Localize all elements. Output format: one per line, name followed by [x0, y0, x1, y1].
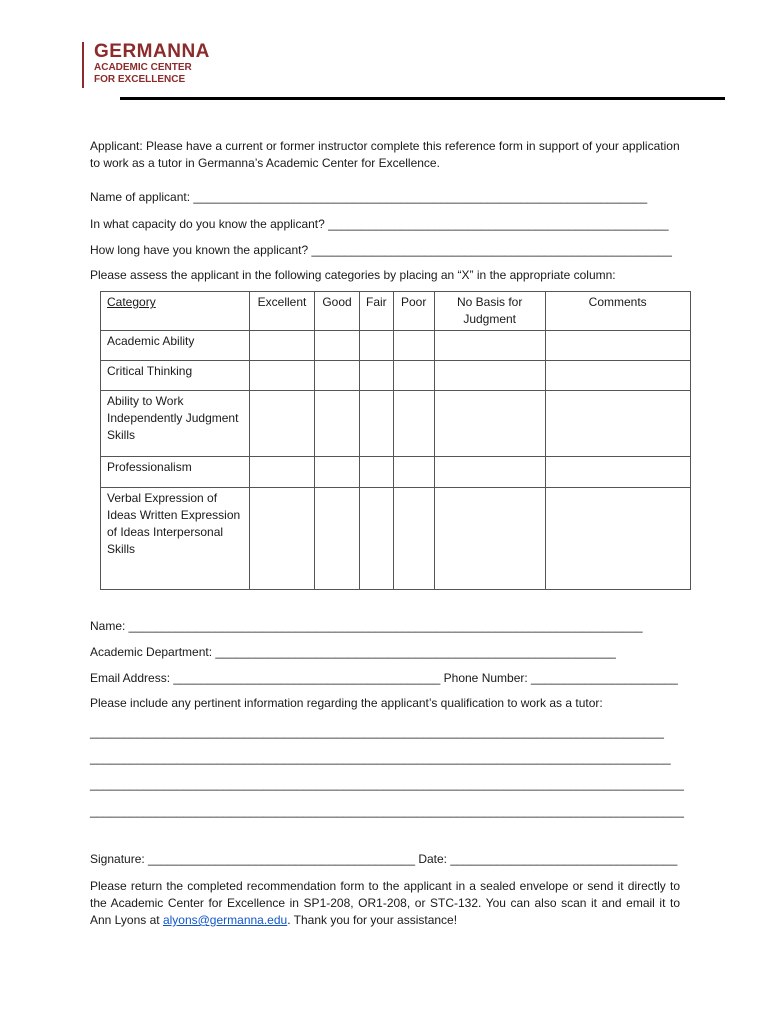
table-row: [101, 391, 691, 457]
header-category: Category: [101, 292, 250, 331]
row-label: Critical Thinking: [101, 361, 250, 391]
rating-cell[interactable]: [315, 331, 360, 361]
header-poor: Poor: [393, 292, 434, 331]
comments-cell[interactable]: [545, 391, 690, 457]
table-header-row: [101, 292, 691, 331]
rating-cell[interactable]: [250, 331, 315, 361]
comment-line[interactable]: _________________________________________________________________________________________: [90, 777, 684, 791]
assess-instruction: Please assess the applicant in the following categories by placing an “X” in the appropriate column:: [90, 268, 616, 282]
header-fair: Fair: [360, 292, 394, 331]
rating-cell[interactable]: [393, 488, 434, 590]
rating-cell[interactable]: [315, 391, 360, 457]
rating-cell[interactable]: [360, 488, 394, 590]
comments-cell[interactable]: [545, 331, 690, 361]
header-comments: Comments: [545, 292, 690, 331]
rating-cell[interactable]: [393, 361, 434, 391]
rating-cell[interactable]: [434, 457, 545, 488]
row-label: Verbal Expression of Ideas Written Expression of Ideas Interpersonal Skills: [101, 488, 250, 590]
header-good: Good: [315, 292, 360, 331]
rating-cell[interactable]: [393, 457, 434, 488]
logo-sub-text-1: ACADEMIC CENTER: [94, 62, 192, 73]
rating-cell[interactable]: [250, 391, 315, 457]
comment-line[interactable]: _________________________________________________________________________________________: [90, 804, 684, 818]
rating-cell[interactable]: [360, 331, 394, 361]
rating-cell[interactable]: [434, 391, 545, 457]
assessment-table: [100, 291, 691, 590]
logo-sub-text-2: FOR EXCELLENCE: [94, 74, 186, 85]
email-phone-field[interactable]: Email Address: ________________________________________ Phone Number: ______________________: [90, 671, 678, 685]
rating-cell[interactable]: [250, 361, 315, 391]
rating-cell[interactable]: [434, 488, 545, 590]
email-link[interactable]: alyons@germanna.edu: [162, 913, 288, 927]
rating-cell[interactable]: [250, 488, 315, 590]
pertinent-instruction: Please include any pertinent information regarding the applicant’s qualification to work as a tutor:: [90, 696, 603, 710]
comment-line[interactable]: ______________________________________________________________________________________: [90, 725, 664, 739]
how-long-field[interactable]: How long have you known the applicant? ______________________________________________________: [90, 243, 672, 257]
header-no-basis: No Basis for Judgment: [434, 292, 545, 331]
rating-cell[interactable]: [393, 331, 434, 361]
rating-cell[interactable]: [315, 488, 360, 590]
rating-cell[interactable]: [434, 361, 545, 391]
row-label: Professionalism: [101, 457, 250, 488]
logo-main-text: GERMANNA: [94, 41, 210, 62]
table-row: [101, 361, 691, 391]
table-row: [101, 457, 691, 488]
header-excellent: Excellent: [250, 292, 315, 331]
signature-date-field[interactable]: Signature: ________________________________________ Date: __________________________________: [90, 852, 678, 866]
closing-text-end: . Thank you for your assistance!: [287, 913, 458, 927]
rating-cell[interactable]: [434, 331, 545, 361]
header-rule: [120, 97, 725, 100]
referee-name-field[interactable]: Name: _____________________________________________________________________________: [90, 619, 643, 633]
table-row: [101, 488, 691, 590]
rating-cell[interactable]: [360, 391, 394, 457]
rating-cell[interactable]: [360, 361, 394, 391]
row-label: Academic Ability: [101, 331, 250, 361]
germanna-logo: [82, 42, 210, 88]
rating-cell[interactable]: [250, 457, 315, 488]
intro-paragraph: Applicant: Please have a current or former instructor complete this reference form in support of your application to work as a tutor in Germanna’s Academic Center for Excellence.: [90, 139, 680, 170]
rating-cell[interactable]: [315, 457, 360, 488]
comments-cell[interactable]: [545, 361, 690, 391]
row-label: Ability to Work Independently Judgment Skills: [101, 391, 250, 457]
table-row: [101, 331, 691, 361]
rating-cell[interactable]: [315, 361, 360, 391]
comments-cell[interactable]: [545, 488, 690, 590]
rating-cell[interactable]: [393, 391, 434, 457]
closing-paragraph: [90, 878, 680, 929]
applicant-name-field[interactable]: Name of applicant: ____________________________________________________________________: [90, 190, 648, 204]
closing-text: Please return the completed recommendation form to the applicant in a sealed envelope or send it directly to the Academic Center for Excellence in SP1-208, OR1-208, or STC-132. You can also scan it and email it to Ann Lyons at: [90, 879, 680, 927]
capacity-field[interactable]: In what capacity do you know the applicant? ___________________________________________________: [90, 217, 669, 231]
comment-line[interactable]: _______________________________________________________________________________________: [90, 751, 671, 765]
rating-cell[interactable]: [360, 457, 394, 488]
logo-bar: [82, 42, 84, 88]
comments-cell[interactable]: [545, 457, 690, 488]
department-field[interactable]: Academic Department: ____________________________________________________________: [90, 645, 616, 659]
